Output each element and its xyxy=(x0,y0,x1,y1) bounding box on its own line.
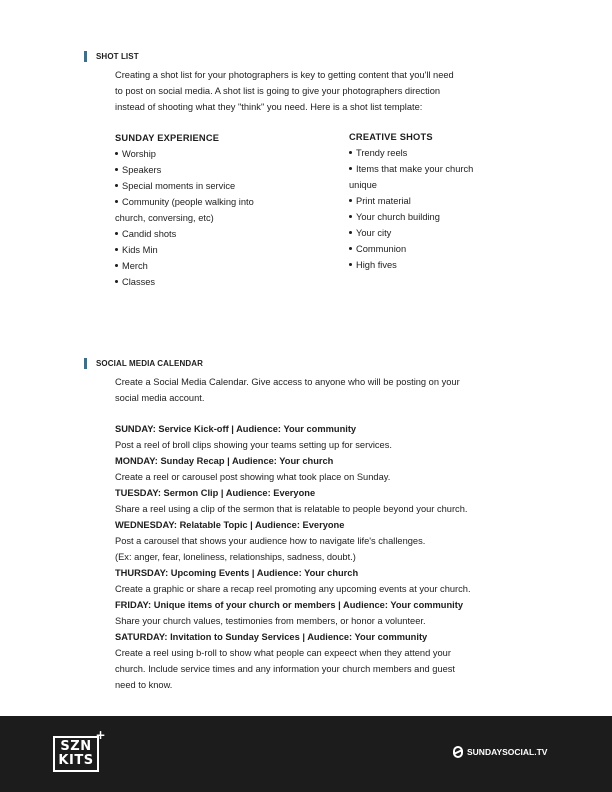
bullet-icon xyxy=(349,247,352,250)
bullet-icon xyxy=(349,151,352,154)
site-link[interactable]: SUNDAYSOCIAL.TV xyxy=(467,747,548,757)
bullet-icon xyxy=(115,184,118,187)
list-item: Kids Min xyxy=(115,242,315,258)
intro-line: instead of shooting what they "think" you need. Here is a shot list template: xyxy=(115,102,423,112)
entry-text: Post a reel of broll clips showing your teams setting up for services. xyxy=(115,440,392,450)
bullet-icon xyxy=(349,199,352,202)
list-item: Special moments in service xyxy=(115,178,315,194)
list-item: Merch xyxy=(115,258,315,274)
list-item: Worship xyxy=(115,146,315,162)
bullet-icon xyxy=(115,168,118,171)
entry-text: Share a reel using a clip of the sermon that is relatable to people beyond your church. xyxy=(115,504,468,514)
list-item: Speakers xyxy=(115,162,315,178)
list-item: Classes xyxy=(115,274,315,290)
social-calendar-title: SOCIAL MEDIA CALENDAR xyxy=(96,359,203,368)
bullet-icon xyxy=(115,152,118,155)
entry-text: Create a reel or carousel post showing what took place on Sunday. xyxy=(115,472,391,482)
list-item: High fives xyxy=(349,257,549,273)
logo-plus-icon: + xyxy=(95,728,106,742)
entry-heading: THURSDAY: Upcoming Events | Audience: Your church xyxy=(115,568,359,578)
shot-list-title: SHOT LIST xyxy=(96,52,139,61)
list-item: Print material xyxy=(349,193,549,209)
intro-line: Create a Social Media Calendar. Give access to anyone who will be posting on your xyxy=(115,377,460,387)
calendar-entry-tuesday xyxy=(115,485,545,517)
list-item: Your city xyxy=(349,225,549,241)
list-item: Communion xyxy=(349,241,549,257)
bullet-icon xyxy=(115,232,118,235)
list-item-continuation: unique xyxy=(349,180,377,190)
social-calendar-heading xyxy=(84,358,203,369)
list-item: Candid shots xyxy=(115,226,315,242)
sunday-social-logo-icon xyxy=(453,746,463,758)
logo-text-bottom: KITS xyxy=(58,753,94,768)
list-item: Community (people walking into xyxy=(115,194,315,210)
intro-line: Creating a shot list for your photographers is key to getting content that you'll need xyxy=(115,70,454,80)
entry-text: need to know. xyxy=(115,680,173,690)
entry-text: Share your church values, testimonies from members, or honor a volunteer. xyxy=(115,616,426,626)
calendar-entry-wednesday xyxy=(115,517,545,565)
szn-kits-logo xyxy=(53,728,106,772)
bullet-icon xyxy=(115,248,118,251)
entry-heading: WEDNESDAY: Relatable Topic | Audience: Everyone xyxy=(115,520,345,530)
calendar-entry-monday xyxy=(115,453,545,485)
bullet-icon xyxy=(115,264,118,267)
heading-accent-bar xyxy=(84,51,87,62)
entry-heading: TUESDAY: Sermon Clip | Audience: Everyone xyxy=(115,488,316,498)
bullet-icon xyxy=(115,200,118,203)
list-item: Your church building xyxy=(349,209,549,225)
logo-text-top: SZN xyxy=(60,739,92,754)
entry-text: church. Include service times and any information your church members and guest xyxy=(115,664,456,674)
list-item-continuation: church, conversing, etc) xyxy=(115,213,214,223)
entry-heading: SUNDAY: Service Kick-off | Audience: Your community xyxy=(115,424,357,434)
sunday-experience-title: SUNDAY EXPERIENCE xyxy=(115,133,220,143)
sunday-experience-list xyxy=(115,130,315,290)
creative-shots-list xyxy=(349,129,549,273)
entry-heading: MONDAY: Sunday Recap | Audience: Your church xyxy=(115,456,334,466)
social-calendar-intro xyxy=(115,374,460,406)
entry-text: Create a graphic or share a recap reel promoting any upcoming events at your church. xyxy=(115,584,471,594)
footer-site[interactable] xyxy=(453,746,547,758)
calendar-entry-friday xyxy=(115,597,545,629)
heading-accent-bar xyxy=(84,358,87,369)
calendar-entry-saturday xyxy=(115,629,545,693)
entry-text: Post a carousel that shows your audience how to navigate life's challenges. xyxy=(115,536,426,546)
creative-shots-title: CREATIVE SHOTS xyxy=(349,132,433,142)
bullet-icon xyxy=(349,231,352,234)
list-item: Items that make your church xyxy=(349,161,549,177)
bullet-icon xyxy=(115,280,118,283)
entry-text: Create a reel using b-roll to show what people can expeect when they attend your xyxy=(115,648,451,658)
bullet-icon xyxy=(349,263,352,266)
shot-list-intro xyxy=(115,67,454,115)
calendar-entries xyxy=(115,421,545,693)
intro-line: social media account. xyxy=(115,393,205,403)
shot-list-heading xyxy=(84,51,139,62)
list-item: Trendy reels xyxy=(349,145,549,161)
calendar-entry-sunday xyxy=(115,421,545,453)
bullet-icon xyxy=(349,215,352,218)
entry-text: (Ex: anger, fear, loneliness, relationships, sadness, doubt.) xyxy=(115,552,356,562)
entry-heading: SATURDAY: Invitation to Sunday Services | Audience: Your community xyxy=(115,632,428,642)
intro-line: to post on social media. A shot list is going to give your photographers direction xyxy=(115,86,441,96)
calendar-entry-thursday xyxy=(115,565,545,597)
bullet-icon xyxy=(349,167,352,170)
entry-heading: FRIDAY: Unique items of your church or members | Audience: Your community xyxy=(115,600,464,610)
